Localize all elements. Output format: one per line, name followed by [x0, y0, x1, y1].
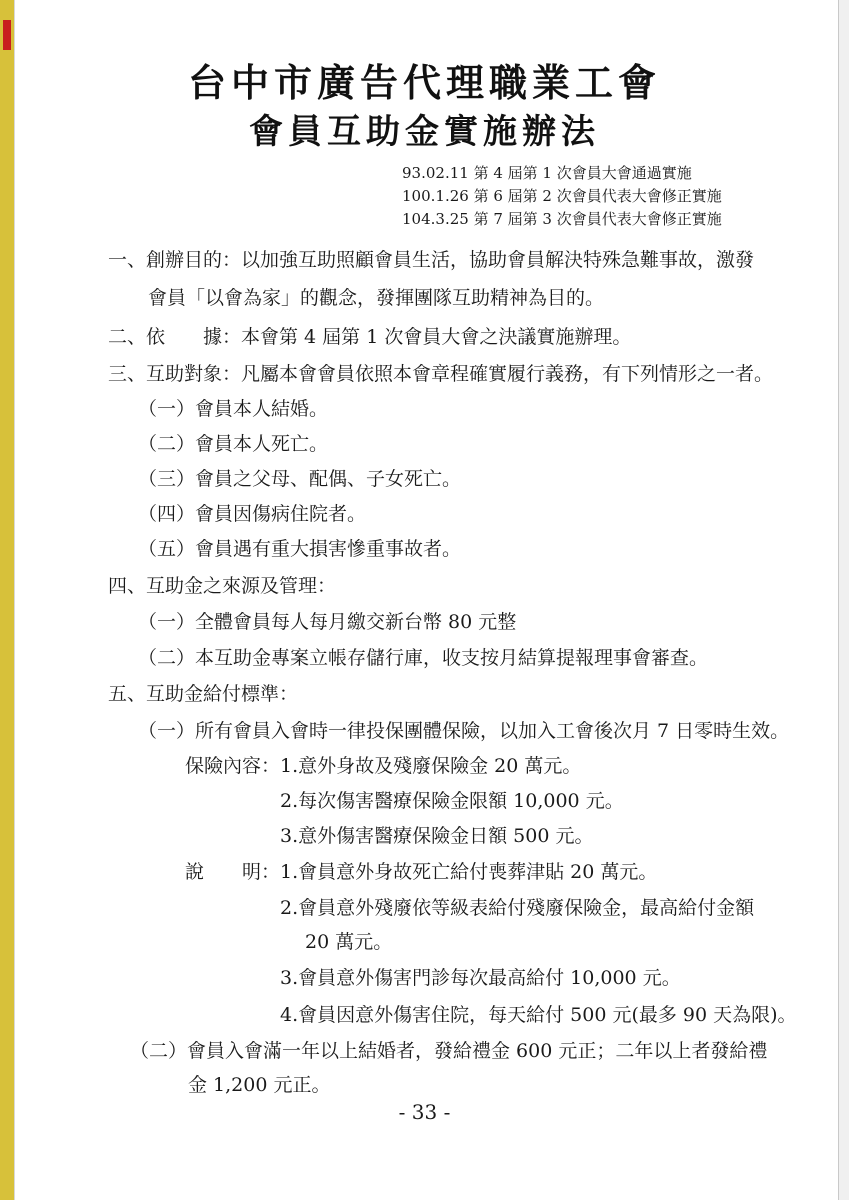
note-item: 3.會員意外傷害門診每次最高給付 10,000 元。 [280, 967, 681, 989]
section-3-heading: 三、互助對象：凡屬本會會員依照本會章程確實履行義務，有下列情形之一者。 [108, 363, 774, 385]
note-item: 1.會員意外身故死亡給付喪葬津貼 20 萬元。 [280, 861, 658, 883]
note-item: 4.會員因意外傷害住院，每天給付 500 元(最多 90 天為限)。 [280, 1004, 797, 1026]
page-edge [838, 0, 849, 1200]
section-5-item-1: （一）所有會員入會時一律投保團體保險，以加入工會後次月 7 日零時生效。 [138, 720, 790, 742]
section-4-item: （二）本互助金專案立帳存儲行庫，收支按月結算提報理事會審查。 [138, 647, 709, 669]
section-2-text: 二、依 據：本會第 4 屆第 1 次會員大會之決議實施辦理。 [108, 326, 632, 348]
section-3-item: （二）會員本人死亡。 [138, 433, 329, 455]
revision-note: 104.3.25 第 7 屆第 3 次會員代表大會修正實施 [402, 210, 722, 228]
insurance-item: 1.意外身故及殘廢保險金 20 萬元。 [280, 755, 582, 777]
revision-note: 93.02.11 第 4 屆第 1 次會員大會通過實施 [402, 164, 692, 182]
section-5-item-2-cont: 金 1,200 元正。 [188, 1074, 331, 1096]
section-3-item: （四）會員因傷病住院者。 [138, 503, 367, 525]
page-number: - 33 - [398, 1100, 451, 1124]
insurance-item: 3.意外傷害醫療保險金日額 500 元。 [280, 825, 594, 847]
section-5-heading: 五、互助金給付標準： [108, 683, 299, 705]
section-1-text-cont: 會員「以會為家」的觀念，發揮團隊互助精神為目的。 [148, 287, 605, 309]
insurance-item: 2.每次傷害醫療保險金限額 10,000 元。 [280, 790, 624, 812]
note-item: 2.會員意外殘廢依等級表給付殘廢保險金，最高給付金額 [280, 897, 755, 919]
section-3-item: （三）會員之父母、配偶、子女死亡。 [138, 468, 462, 490]
document-subtitle: 會員互助金實施辦法 [249, 112, 600, 152]
binding-mark [3, 20, 11, 50]
insurance-label: 保險內容： [185, 755, 281, 777]
binding-strip [0, 0, 14, 1200]
section-3-item: （一）會員本人結婚。 [138, 398, 329, 420]
document-title: 台中市廣告代理職業工會 [187, 60, 661, 105]
section-4-item: （一）全體會員每人每月繳交新台幣 80 元整 [138, 611, 517, 633]
note-item-cont: 20 萬元。 [305, 931, 393, 953]
section-4-heading: 四、互助金之來源及管理： [108, 575, 337, 597]
revision-note: 100.1.26 第 6 屆第 2 次會員代表大會修正實施 [402, 187, 722, 205]
section-5-item-2: （二）會員入會滿一年以上結婚者，發給禮金 600 元正；二年以上者發給禮 [130, 1040, 768, 1062]
section-1-text: 一、創辦目的：以加強互助照顧會員生活，協助會員解決特殊急難事故，激發 [108, 249, 755, 271]
section-3-item: （五）會員遇有重大損害慘重事故者。 [138, 538, 462, 560]
note-label: 說 明： [185, 861, 281, 883]
